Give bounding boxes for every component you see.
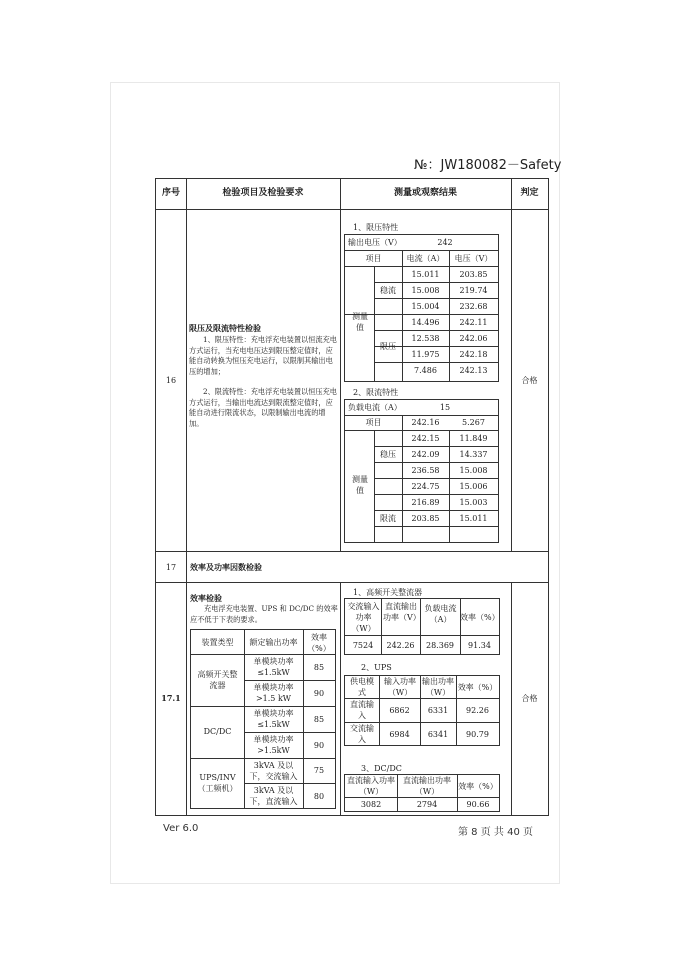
- table-cell: 3kVA 及以下，交流输入: [249, 761, 298, 781]
- limit-voltage-set-value: 242: [437, 238, 453, 247]
- table-cell: 7.486: [414, 366, 437, 375]
- table-cell: 242.18: [459, 350, 488, 359]
- ups-col-input: 输入功率（W）: [384, 677, 416, 697]
- table-cell: 5.267: [462, 418, 485, 427]
- limit-current-title: 2、限流特性: [353, 388, 399, 397]
- table-cell: 224.75: [411, 482, 440, 491]
- rectifier-col-output: 直流输出功率（V）: [383, 602, 421, 622]
- result-rectifier-title: 1、高频开关整流器: [353, 588, 423, 597]
- limit-voltage-col-current: 电流（A）: [406, 254, 445, 263]
- table-cell: 91.34: [468, 641, 491, 650]
- table-cell: 85: [313, 715, 325, 724]
- header-item: 检验项目及检验要求: [222, 188, 304, 198]
- table-cell: 单模块功率>1.5kW: [253, 735, 294, 755]
- ups-col-efficiency: 效率（%）: [457, 683, 498, 692]
- table-cell: 15.008: [411, 286, 440, 295]
- document-number: №：JW180082－Safety: [414, 158, 562, 173]
- table-cell: 216.89: [411, 498, 440, 507]
- result-dcdc-table: [344, 774, 500, 812]
- table-cell: 11.849: [459, 434, 488, 443]
- limit-current-group-1: 稳压: [380, 450, 396, 459]
- rectifier-col-current: 负载电流（A）: [424, 604, 457, 624]
- table-cell: 7524: [352, 641, 374, 650]
- limit-voltage-set-label: 输出电压（V）: [348, 238, 402, 247]
- table-cell: 12.538: [411, 334, 440, 343]
- inspection-table: [155, 178, 549, 816]
- table-cell: 单模块功率≤1.5kW: [253, 657, 294, 677]
- table-cell: 14.496: [411, 318, 440, 327]
- table-cell: 85: [313, 663, 325, 672]
- table-cell: 90.79: [466, 730, 489, 739]
- table-cell: 6331: [427, 706, 449, 715]
- table-cell: 203.85: [411, 514, 440, 523]
- footer-version: Ver 6.0: [163, 823, 199, 834]
- table-cell: 11.975: [411, 350, 440, 359]
- req-group-dcdc: DC/DC: [203, 727, 232, 736]
- table-cell: 直流输入: [350, 700, 374, 720]
- limit-current-set-value: 15: [439, 403, 451, 412]
- table-cell: 2794: [416, 800, 438, 809]
- table-cell: 单模块功率>1.5 kW: [253, 683, 294, 703]
- limit-voltage-col-item: 项目: [365, 254, 382, 263]
- row-16-requirement-2: 2、限流特性：充电浮充电装置以恒压充电方式运行，当输出电流达到限流整定值时，应能自动进行限流状态，以限制输出电流的增加。: [189, 387, 337, 428]
- table-cell: 90: [313, 689, 325, 698]
- ups-col-mode: 供电模式: [350, 677, 374, 697]
- table-cell: 15.006: [459, 482, 488, 491]
- table-cell: 242.06: [459, 334, 488, 343]
- ups-col-output: 输出功率（W）: [422, 677, 454, 697]
- row-171-seq: 17.1: [161, 693, 181, 703]
- limit-voltage-group-2: 限压: [380, 342, 396, 351]
- table-cell: 232.68: [459, 302, 488, 311]
- limit-voltage-measured: 测量值: [352, 312, 368, 332]
- dcdc-col-efficiency: 效率（%）: [458, 782, 498, 791]
- table-cell: 219.74: [459, 286, 488, 295]
- header-result: 测量或观察结果: [393, 188, 457, 198]
- table-cell: 242.13: [459, 366, 488, 375]
- req-group-rectifier: 高频开关整流器: [197, 670, 238, 690]
- row-17-title: 效率及功率因数检验: [190, 562, 262, 572]
- table-cell: 242.11: [459, 318, 488, 327]
- limit-voltage-title: 1、限压特性: [353, 223, 399, 232]
- table-cell: 80: [313, 792, 325, 801]
- req-group-ups: UPS/INV（工频机）: [197, 773, 238, 793]
- table-cell: 92.26: [466, 706, 489, 715]
- table-cell: 15.011: [459, 514, 488, 523]
- result-ups-table: [344, 675, 500, 746]
- table-cell: 242.26: [386, 641, 415, 650]
- req-header-power: 额定输出功率: [249, 638, 298, 647]
- table-cell: 3kVA 及以下，直流输入: [249, 786, 298, 806]
- row-17-seq: 17: [165, 563, 177, 572]
- table-cell: 6341: [427, 730, 449, 739]
- row-171-description: 充电浮充电装置、UPS 和 DC/DC 的效率应不低于下表的要求。: [190, 604, 338, 624]
- header-judge: 判定: [520, 188, 539, 198]
- table-cell: 203.85: [459, 270, 488, 279]
- table-cell: 90.66: [466, 800, 490, 809]
- rectifier-col-efficiency: 效率（%）: [460, 613, 500, 622]
- header-seq: 序号: [161, 188, 180, 198]
- row-16-seq: 16: [165, 376, 177, 385]
- table-cell: 14.337: [459, 450, 488, 459]
- table-cell: 3082: [360, 800, 382, 809]
- table-cell: 15.003: [459, 498, 488, 507]
- result-rectifier-table: [344, 598, 500, 655]
- limit-current-set-label: 负载电流（A）: [348, 403, 402, 412]
- limit-voltage-group-1: 稳流: [380, 286, 396, 295]
- row-171-title: 效率检验: [190, 593, 222, 603]
- efficiency-requirement-table: [190, 629, 336, 809]
- table-cell: 15.011: [411, 270, 440, 279]
- dcdc-col-input: 直流输入功率（W）: [347, 776, 395, 796]
- footer-page-number: 第 8 页 共 40 页: [458, 827, 533, 838]
- limit-current-col-item: 项目: [365, 418, 382, 427]
- dcdc-col-output: 直流输出功率（W）: [403, 776, 451, 796]
- row-16-title: 限压及限流特性检验: [189, 323, 261, 333]
- table-cell: 242.15: [411, 434, 440, 443]
- row-16-requirement-1: 1、限压特性：充电浮充电装置以恒流充电方式运行，当充电电压达到限压整定值时，应能自动转换为恒压充电运行，以限制其输出电压的增加；: [189, 335, 337, 376]
- limit-voltage-table: [344, 234, 499, 382]
- table-cell: 6984: [389, 730, 410, 739]
- limit-current-measured: 测量值: [352, 475, 368, 495]
- limit-current-table: [344, 399, 499, 543]
- table-cell: 交流输入: [350, 724, 374, 744]
- table-cell: 单模块功率≤1.5kW: [253, 709, 294, 729]
- table-cell: 75: [313, 766, 325, 775]
- result-dcdc-title: 3、DC/DC: [361, 764, 402, 773]
- table-cell: 28.369: [426, 641, 454, 650]
- table-cell: 15.004: [411, 302, 440, 311]
- table-cell: 6862: [389, 706, 410, 715]
- req-header-type: 装置类型: [201, 638, 234, 647]
- table-cell: 15.008: [459, 466, 488, 475]
- limit-current-group-2: 限流: [380, 514, 396, 523]
- table-cell: 90: [313, 741, 325, 750]
- table-cell: 242.16: [411, 418, 440, 427]
- req-header-efficiency: 效率（%）: [307, 633, 331, 653]
- row-16-verdict: 合格: [521, 376, 538, 385]
- result-ups-title: 2、UPS: [361, 663, 392, 672]
- limit-voltage-col-voltage: 电压（V）: [454, 254, 493, 263]
- table-cell: 236.58: [411, 466, 440, 475]
- rectifier-col-input: 交流输入功率（W）: [347, 602, 380, 633]
- table-cell: 242.09: [411, 450, 440, 459]
- row-171-verdict: 合格: [521, 694, 538, 703]
